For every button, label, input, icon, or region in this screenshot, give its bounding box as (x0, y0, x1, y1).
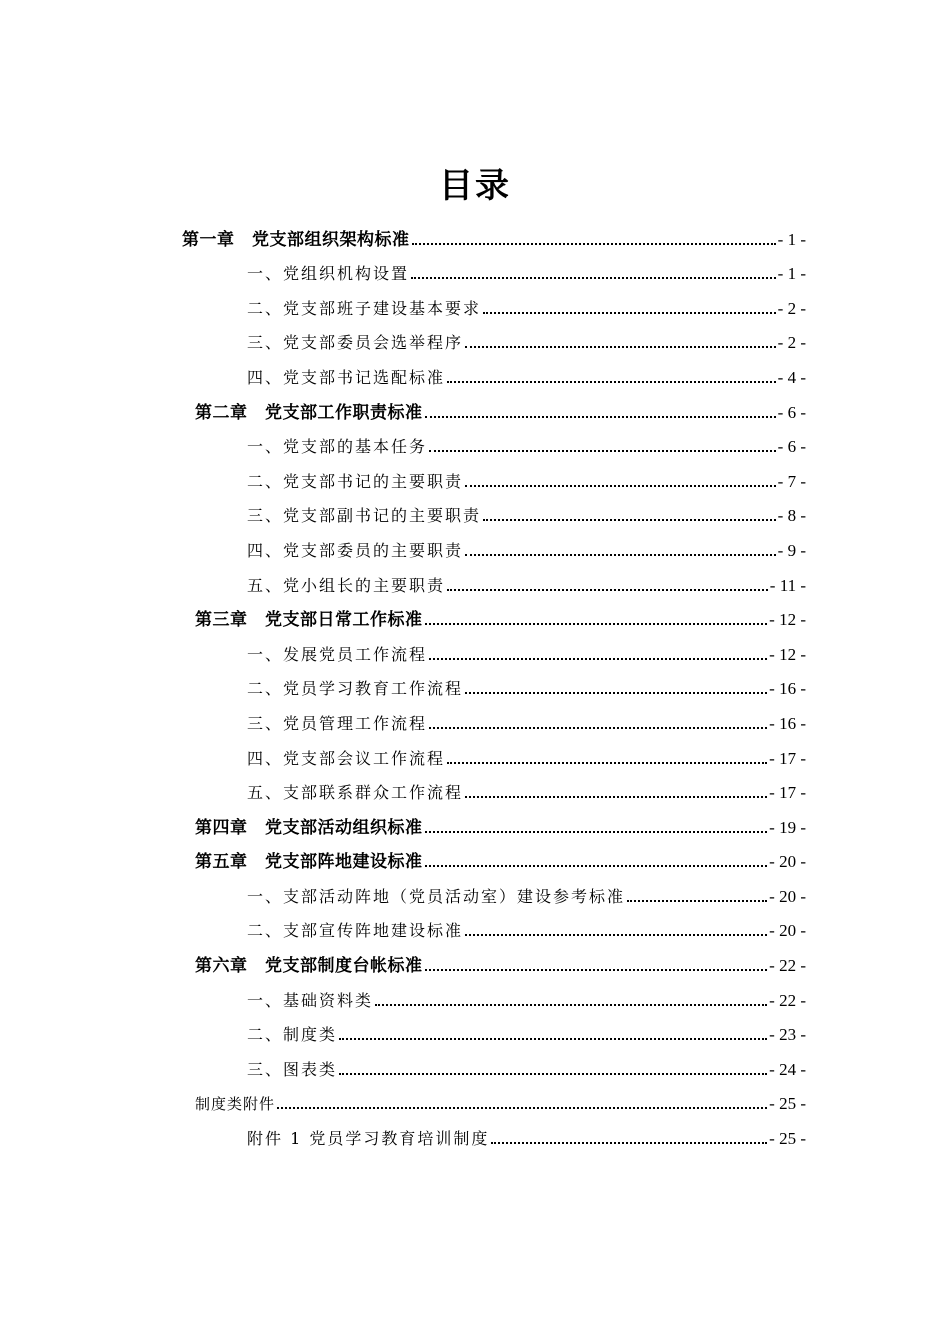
toc-entry-page-number: - 22 - (769, 990, 806, 1010)
toc-entry-label: 四、党支部委员的主要职责 (247, 540, 464, 560)
toc-entry-label: 二、党支部书记的主要职责 (247, 471, 464, 491)
dot-leader (483, 519, 776, 521)
toc-entry-section[interactable] (0, 429, 950, 464)
toc-entry-page-number: - 17 - (769, 783, 806, 803)
toc-entry-section[interactable] (0, 532, 950, 567)
dot-leader (339, 1038, 767, 1040)
toc-entry-label: 一、发展党员工作流程 (247, 644, 428, 664)
dot-leader (465, 796, 767, 798)
toc-entry-label: 一、支部活动阵地（党员活动室）建设参考标准 (247, 886, 626, 906)
dot-leader (447, 381, 776, 383)
dot-leader (425, 416, 776, 418)
toc-entry-page-number: - 25 - (769, 1129, 806, 1149)
dot-leader (425, 623, 768, 625)
toc-entry-page-number: - 9 - (777, 540, 806, 560)
dot-leader (412, 243, 776, 245)
toc-entry-chapter-a[interactable] (0, 221, 950, 256)
toc-entry-label: 四、党支部书记选配标准 (247, 367, 446, 387)
dot-leader (491, 1142, 767, 1144)
dot-leader (425, 865, 768, 867)
toc-entry-label: 第四章 党支部活动组织标准 (195, 817, 423, 838)
toc-entry-label: 一、基础资料类 (247, 990, 374, 1010)
dot-leader (425, 969, 768, 971)
toc-entry-section[interactable] (0, 567, 950, 602)
toc-entry-page-number: - 24 - (769, 1059, 806, 1079)
dot-leader (339, 1073, 767, 1075)
toc-entry-page-number: - 12 - (769, 644, 806, 664)
toc-entry-chapter[interactable] (0, 844, 950, 879)
toc-entry-section[interactable] (0, 740, 950, 775)
dot-leader (465, 692, 767, 694)
toc-entry-label: 附件 1 党员学习教育培训制度 (247, 1129, 490, 1149)
toc-entry-page-number: - 2 - (777, 333, 806, 353)
toc-entry-label: 第六章 党支部制度台帐标准 (195, 956, 423, 977)
toc-entry-label: 三、党支部委员会选举程序 (247, 333, 464, 353)
toc-entry-chapter[interactable] (0, 809, 950, 844)
dot-leader (429, 727, 767, 729)
table-of-contents (0, 221, 950, 1155)
toc-entry-page-number: - 25 - (769, 1094, 806, 1114)
toc-entry-page-number: - 16 - (769, 713, 806, 733)
dot-leader (465, 346, 776, 348)
toc-entry-label: 制度类附件 (195, 1095, 276, 1114)
toc-entry-label: 二、制度类 (247, 1025, 338, 1045)
toc-entry-label: 第二章 党支部工作职责标准 (195, 402, 423, 423)
toc-entry-section[interactable] (0, 636, 950, 671)
toc-entry-section[interactable] (0, 290, 950, 325)
toc-entry-subappendix[interactable] (0, 1120, 950, 1155)
toc-entry-appendix[interactable] (0, 1086, 950, 1121)
toc-entry-page-number: - 19 - (769, 817, 806, 837)
toc-entry-page-number: - 6 - (777, 437, 806, 457)
toc-entry-page-number: - 17 - (769, 748, 806, 768)
dot-leader (465, 485, 776, 487)
toc-entry-section[interactable] (0, 359, 950, 394)
toc-entry-section[interactable] (0, 878, 950, 913)
toc-entry-label: 四、党支部会议工作流程 (247, 748, 446, 768)
dot-leader (465, 934, 767, 936)
toc-entry-chapter[interactable] (0, 947, 950, 982)
dot-leader (627, 900, 767, 902)
dot-leader (425, 831, 768, 833)
toc-entry-label: 五、党小组长的主要职责 (247, 575, 446, 595)
dot-leader (375, 1004, 767, 1006)
toc-entry-section[interactable] (0, 1017, 950, 1052)
toc-entry-label: 第五章 党支部阵地建设标准 (195, 852, 423, 873)
toc-entry-label: 三、党支部副书记的主要职责 (247, 506, 482, 526)
toc-entry-label: 第一章 党支部组织架构标准 (182, 229, 410, 250)
toc-entry-page-number: - 11 - (769, 575, 806, 595)
dot-leader (429, 450, 776, 452)
toc-entry-section[interactable] (0, 325, 950, 360)
toc-entry-page-number: - 1 - (777, 229, 806, 249)
toc-entry-section[interactable] (0, 256, 950, 291)
toc-entry-section[interactable] (0, 498, 950, 533)
dot-leader (429, 658, 767, 660)
toc-entry-label: 三、党员管理工作流程 (247, 713, 428, 733)
toc-entry-label: 三、图表类 (247, 1059, 338, 1079)
toc-entry-page-number: - 7 - (777, 471, 806, 491)
toc-entry-page-number: - 1 - (777, 264, 806, 284)
toc-entry-page-number: - 20 - (769, 886, 806, 906)
toc-entry-label: 一、党支部的基本任务 (247, 437, 428, 457)
toc-entry-label: 一、党组织机构设置 (247, 264, 410, 284)
toc-entry-chapter[interactable] (0, 394, 950, 429)
toc-entry-chapter[interactable] (0, 602, 950, 637)
toc-entry-page-number: - 16 - (769, 679, 806, 699)
toc-entry-page-number: - 2 - (777, 298, 806, 318)
toc-entry-page-number: - 22 - (769, 956, 806, 976)
toc-entry-page-number: - 12 - (769, 610, 806, 630)
toc-title: 目录 (439, 166, 511, 206)
toc-entry-label: 第三章 党支部日常工作标准 (195, 610, 423, 631)
toc-entry-section[interactable] (0, 775, 950, 810)
toc-entry-label: 二、党员学习教育工作流程 (247, 679, 464, 699)
toc-entry-page-number: - 4 - (777, 367, 806, 387)
toc-entry-label: 二、支部宣传阵地建设标准 (247, 921, 464, 941)
dot-leader (411, 277, 776, 279)
toc-entry-section[interactable] (0, 982, 950, 1017)
dot-leader (447, 762, 767, 764)
dot-leader (447, 589, 768, 591)
toc-entry-section[interactable] (0, 913, 950, 948)
dot-leader (277, 1107, 767, 1109)
dot-leader (483, 312, 776, 314)
toc-entry-section[interactable] (0, 1051, 950, 1086)
toc-entry-page-number: - 6 - (777, 402, 806, 422)
toc-entry-section[interactable] (0, 671, 950, 706)
toc-entry-page-number: - 8 - (777, 506, 806, 526)
toc-entry-label: 五、支部联系群众工作流程 (247, 783, 464, 803)
toc-entry-page-number: - 23 - (769, 1025, 806, 1045)
toc-entry-page-number: - 20 - (769, 921, 806, 941)
toc-entry-section[interactable] (0, 705, 950, 740)
toc-entry-label: 二、党支部班子建设基本要求 (247, 298, 482, 318)
dot-leader (465, 554, 776, 556)
toc-entry-section[interactable] (0, 463, 950, 498)
toc-entry-page-number: - 20 - (769, 852, 806, 872)
